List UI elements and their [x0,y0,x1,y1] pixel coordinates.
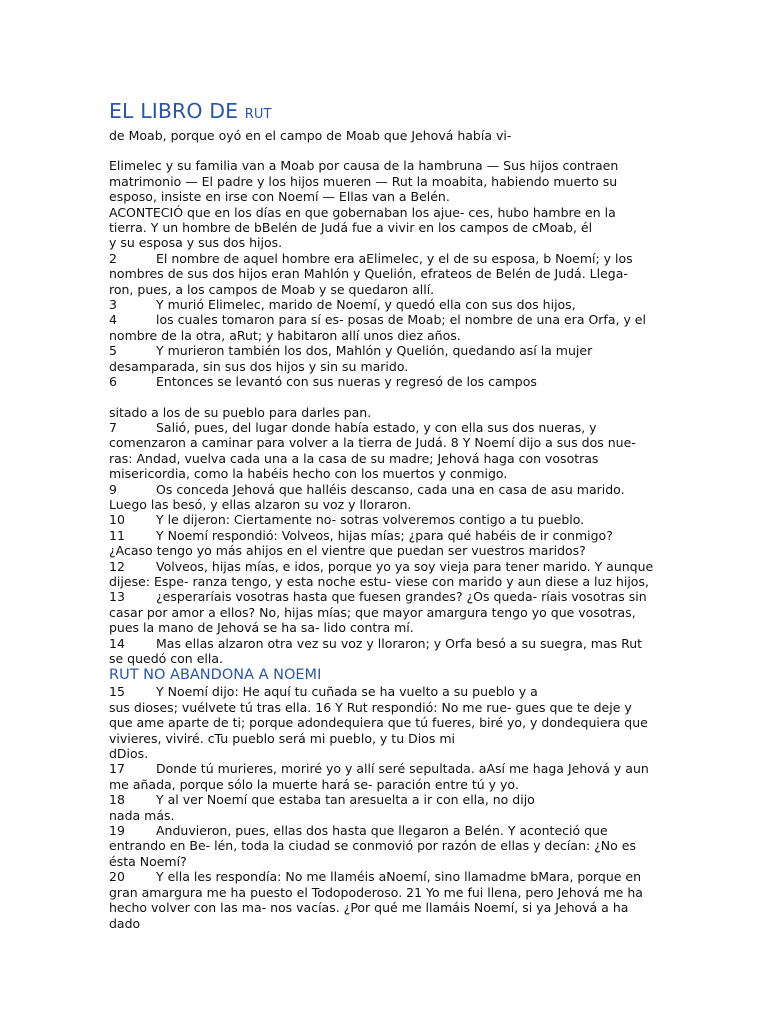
verse-number: 11 [109,527,125,543]
verse-number: 14 [109,635,125,651]
verse-line [109,374,669,389]
verse-line [109,869,669,884]
verse-line: nombre de la otra, aRut; y habitaron allí unos diez años. [109,327,461,343]
summary-line: matrimonio — El padre y los hijos mueren — Rut la moabita, habiendo muerto su [109,173,618,189]
verse-number: 13 [109,589,125,605]
verse-line: vivieres, viviré. cTu pueblo será mi pueblo, y tu Dios mi [109,730,455,746]
verse-text: Salió, pues, del lugar donde había estado, y con ella sus dos nueras, y [156,419,597,435]
verse-line: que ame aparte de ti; porque adondequiera que tú fueres, biré yo, y dondequiera que [109,715,648,731]
verse-line [109,528,669,543]
blank-line [109,390,669,405]
section-heading: RUT NO ABANDONA A NOEMI [109,667,322,684]
verse-text: Y le dijeron: Ciertamente no- sotras volveremos contigo a tu pueblo. [156,512,585,528]
verse-line: ésta Noemí? [109,853,187,869]
verse-text: ¿esperaríais vosotras hasta que fuesen grandes? ¿Os queda- ríais vosotras sin [156,589,647,605]
verse-number: 4 [109,312,117,328]
verse-number: 2 [109,250,117,266]
verse-number: 19 [109,823,125,839]
verse-number: 6 [109,374,117,390]
verse-line: sitado a los de su pueblo para darles pan. [109,404,372,420]
verse-line: casar por amor a ellos? No, hijas mías; que mayor amargura tengo yo que vosotras, [109,604,636,620]
verse-line [109,312,669,327]
verse-number: 9 [109,481,117,497]
verse-number: 20 [109,869,125,885]
verse-number: 5 [109,343,117,359]
verse-number: 15 [109,684,125,700]
text-line: de Moab, porque oyó en el campo de Moab que Jehová había vi- [109,128,512,143]
document-body [109,99,669,931]
verse-text: Entonces se levantó con sus nueras y regresó de los campos [156,374,537,390]
verse-line [109,684,669,699]
verse-number: 18 [109,792,125,808]
verse-line [109,251,669,266]
verse-text: Mas ellas alzaron otra vez su voz y lloraron; y Orfa besó a su suegra, mas Rut [156,635,643,651]
verse-line [109,559,669,574]
verse-line [109,761,669,776]
verse-text: Y Noemí dijo: He aquí tu cuñada se ha vuelto a su pueblo y a [156,684,538,700]
verse-line: entrando en Be- lén, toda la ciudad se conmovió por razón de ellas y decían: ¿No es [109,838,636,854]
verse-line [109,792,669,807]
verse-line: comenzaron a caminar para volver a la tierra de Judá. 8 Y Noemí dijo a sus dos nue- [109,435,636,451]
verse-line: sus dioses; vuélvete tú tras ella. 16 Y Rut respondió: No me rue- gues que te deje y [109,699,632,715]
verse-text: Y murió Elimelec, marido de Noemí, y quedó ella con sus dos hijos, [156,297,576,313]
verse-line: y su esposa y sus dos hijos. [109,235,283,251]
verse-line [109,482,669,497]
book-title [109,99,669,127]
verse-line: pues la mano de Jehová se ha sa- lido contra mí. [109,620,414,636]
verse-text: El nombre de aquel hombre era aElimelec, y el de su esposa, b Noemí; y los [156,250,633,266]
verse-number: 3 [109,297,117,313]
verse-line: hecho volver con las ma- nos vacías. ¿Por qué me llamáis Noemí, si ya Jehová a ha [109,900,629,916]
summary-line: Elimelec y su familia van a Moab por causa de la hambruna — Sus hijos contraen [109,158,619,174]
verse-line [109,343,669,358]
verse-line [109,823,669,838]
verse-line: ron, pues, a los campos de Moab y se quedaron allí. [109,281,435,297]
verse-line: ¿Acaso tengo yo más ahijos en el vientre que puedan ser vuestros maridos? [109,543,586,559]
verse-line [109,636,669,651]
book-title-name: RUT [244,107,272,122]
verse-line [109,420,669,435]
verse-number: 7 [109,419,117,435]
verse-line [109,512,669,527]
verse-line: gran amargura me ha puesto el Todopoderoso. 21 Yo me fui llena, pero Jehová me ha [109,884,643,900]
verse-text: Y murieron también los dos, Mahlón y Quelión, quedando así la mujer [156,343,593,359]
verse-text: Os conceda Jehová que halléis descanso, cada una en casa de asu marido. [156,481,625,497]
verse-line: Luego las besó, y ellas alzaron su voz y lloraron. [109,496,412,512]
verse-number: 12 [109,558,125,574]
verse-line: misericordia, como la habéis hecho con los muertos y conmigo. [109,466,508,482]
verse-line [109,589,669,604]
verse-line: dado [109,915,141,931]
verse-text: los cuales tomaron para sí es- posas de Moab; el nombre de una era Orfa, y el [156,312,646,328]
verse-text: Donde tú murieres, moriré yo y allí seré sepultada. aAsí me haga Jehová y aun [156,761,649,777]
verse-line: dDios. [109,746,149,762]
verse-text: Anduvieron, pues, ellas dos hasta que llegaron a Belén. Y aconteció que [156,823,608,839]
verse-line: ras: Andad, vuelva cada una a la casa de su madre; Jehová haga con vosotras [109,450,599,466]
verse-text: Y ella les respondía: No me llaméis aNoemí, sino llamadme bMara, porque en [156,869,642,885]
verse-line: nada más. [109,807,175,823]
verse-text: Y Noemí respondió: Volveos, hijas mías; ¿para qué habéis de ir conmigo? [156,527,613,543]
verse-line: se quedó con ella. [109,651,223,666]
verse-number: 17 [109,761,125,777]
verse-line: ACONTECIÓ que en los días en que gobernaban los ajue- ces, hubo hambre en la [109,204,616,220]
verse-line: nombres de sus dos hijos eran Mahlón y Quelión, efrateos de Belén de Judá. Llega- [109,266,628,282]
verse-text: Y al ver Noemí que estaba tan aresuelta a ir con ella, no dijo [156,792,535,808]
book-title-main: EL LIBRO DE [109,99,245,123]
verse-line [109,297,669,312]
verse-line: dijese: Espe- ranza tengo, y esta noche estu- viese con marido y aun diese a luz hijos, [109,573,649,589]
verse-line: me añada, porque sólo la muerte hará se- paración entre tú y yo. [109,776,519,792]
verse-line: tierra. Y un hombre de bBelén de Judá fue a vivir en los campos de cMoab, él [109,220,593,236]
summary-line: esposo, insiste en irse con Noemí — Ellas van a Belén. [109,189,450,205]
verse-line: desamparada, sin sus dos hijos y sin su marido. [109,358,409,374]
blank-line [109,143,669,158]
verse-text: Volveos, hijas mías, e idos, porque yo ya soy vieja para tener marido. Y aunque [156,558,654,574]
verse-number: 10 [109,512,125,528]
